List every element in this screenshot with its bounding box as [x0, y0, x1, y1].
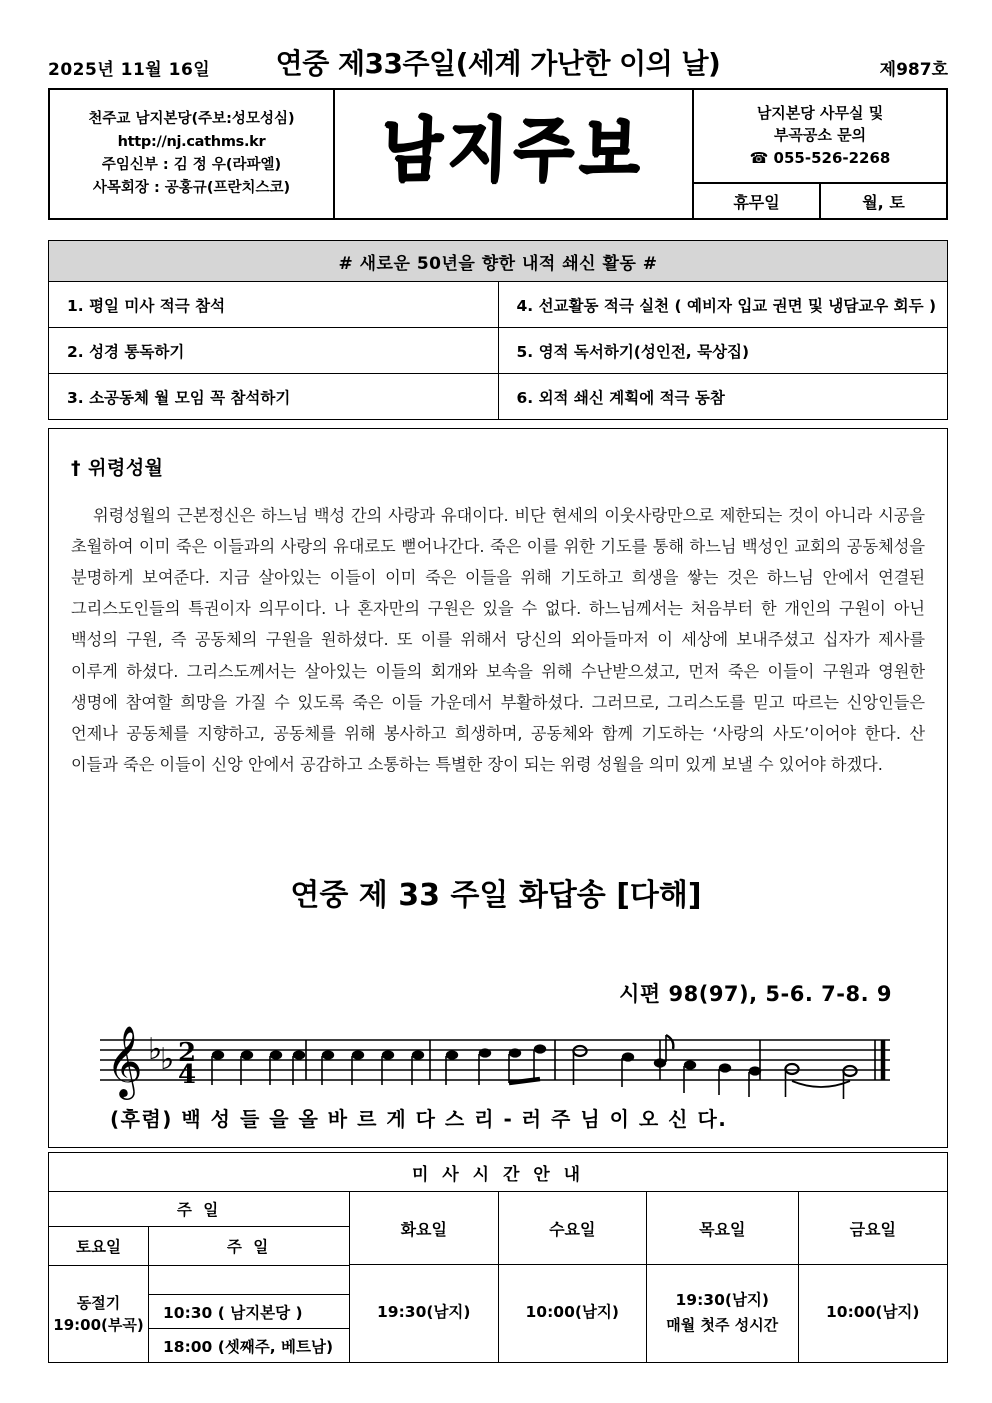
issue-number: 제987호 [879, 60, 948, 80]
activity-item-1: 1. 평일 미사 적극 참석 [49, 282, 499, 327]
saturday-season-label: 동절기 [76, 1293, 121, 1312]
office-contact-block [694, 90, 946, 218]
article-body: 위령성월의 근본정신은 하느님 백성 간의 사랑과 유대이다. 비단 현세의 이웃사랑만으로 제한되는 것이 아니라 시공을 초월하여 이미 죽은 이들과의 사랑의 유대로도 뻗어나간다. 죽은 이를 위한 기도를 통해 하느님 백성인 교회의 공동체성을 분명하게 보여준다. 지금 살아있는 이들이 이미 죽은 이들을 위해 기도하고 희생을 쌓는 것은 하느님 안에서 연결된 그리스도인들의 특권이자 의무이다. 나 혼자만의 구원은 있을 수 없다. 하느님께서는 처음부터 한 개인의 구원이 아닌 백성의 구원, 즉 공동체의 구원을 원하셨다. 또 이를 위해서 당신의 외아들마저 이 세상에 보내주셨고 십자가 제사를 이루게 하셨다. 그리스도께서는 살아있는 이들의 회개와 보속을 위해 수난받으셨고, 먼저 죽은 이들이 구원과 영원한 생명에 참여할 희망을 가질 수 있도록 죽은 이들 가운데서 부활하셨다. 그러므로, 그리스도를 믿고 따르는 신앙인들은 언제나 공동체를 지향하고, 공동체를 위해 봉사하고 희생하며, 공동체와 함께 기도하는 ‘사랑의 사도’이어야 한다. 산 이들과 죽은 이들이 신앙 안에서 공감하고 소통하는 특별한 장이 되는 위령 성월을 의미 있게 보낼 수 있어야 하겠다. [71, 506, 925, 774]
note-group-4 [573, 1046, 586, 1085]
parish-website-link[interactable]: http://nj.cathms.kr [117, 133, 266, 150]
activity-item-6: 6. 외적 쇄신 계획에 적극 동참 [516, 388, 725, 407]
thursday-note: 매월 첫주 성시간 [666, 1316, 779, 1335]
activity-item-5: 5. 영적 독서하기(성인전, 묵상집) [516, 342, 750, 361]
tuesday-label: 화요일 [350, 1192, 498, 1265]
time-signature-denominator: 4 [178, 1060, 197, 1090]
council-head-name: 사목회장 : 공홍규(프란치스코) [92, 180, 291, 197]
page-title: 연중 제33주일(세계 가난한 이의 날) [275, 47, 721, 80]
bulletin-logo-block [335, 90, 694, 218]
activity-item-2: 2. 성경 통독하기 [49, 328, 499, 373]
friday-time: 10:00(남지) [826, 1303, 920, 1322]
sunday-empty-slot [149, 1266, 349, 1295]
office-label-line2: 부곡공소 문의 [773, 126, 867, 145]
renewal-activities-table [48, 240, 948, 420]
flat-icon: ♭ [160, 1042, 175, 1077]
thursday-column [647, 1192, 799, 1362]
sunday-group-label: 주 일 [49, 1192, 349, 1227]
office-contact-info [694, 90, 946, 184]
tie-slur [792, 1081, 850, 1087]
note-group-5 [622, 1035, 761, 1097]
treble-clef-icon: 𝄞 [106, 1025, 143, 1097]
staff-lines [100, 1040, 890, 1080]
saturday-times [49, 1266, 149, 1362]
friday-label: 금요일 [799, 1192, 948, 1265]
tuesday-time: 19:30(남지) [377, 1303, 471, 1322]
mass-schedule-table [48, 1152, 948, 1363]
pastor-name: 주임신부 : 김 정 우(라파엘) [101, 157, 282, 173]
office-label-line1: 남지본당 사무실 및 [756, 103, 884, 122]
saturday-label: 토요일 [49, 1227, 149, 1265]
wednesday-time: 10:00(남지) [525, 1303, 619, 1322]
sunday-time-1: 10:30 ( 남지본당 ) [149, 1295, 349, 1329]
table-row [49, 282, 947, 328]
wednesday-column [499, 1192, 648, 1362]
sunday-times [149, 1266, 349, 1362]
parish-name: 천주교 남지본당(주보:성모성심) [88, 110, 295, 127]
closed-days-row [694, 184, 946, 218]
closed-days-value: 월, 토 [862, 192, 905, 212]
tuesday-column [350, 1192, 499, 1362]
thursday-time: 19:30(남지) [675, 1290, 769, 1309]
psalm-lyrics: (후렴) 백 성 들 을 올 바 르 게 다 스 리 - 러 주 님 이 오 신 다. [110, 1107, 728, 1131]
thursday-times [647, 1265, 798, 1361]
mass-schedule-grid [49, 1192, 947, 1362]
sunday-label: 주 일 [226, 1238, 272, 1256]
closed-days-label: 휴무일 [694, 184, 821, 218]
eighth-flag [666, 1035, 673, 1049]
psalm-title: 연중 제 33 주일 화답송 [다해] [290, 878, 702, 913]
activity-item-4: 4. 선교활동 적극 실천 ( 예비자 입교 권면 및 냉담교우 회두 ) [516, 296, 937, 315]
saturday-time: 19:00(부곡) [53, 1316, 144, 1334]
friday-column [799, 1192, 948, 1362]
publication-date: 2025년 11월 16일 [48, 60, 211, 80]
psalm-reference: 시편 98(97), 5-6. 7-8. 9 [619, 982, 892, 1006]
office-phone: ☎ 055-526-2268 [749, 148, 891, 167]
sunday-times-body [49, 1266, 349, 1362]
thursday-label: 목요일 [647, 1192, 798, 1265]
mass-schedule-header: 미 사 시 간 안 내 [49, 1153, 947, 1192]
bulletin-logo: 남지주보 [380, 109, 647, 191]
sunday-column [49, 1192, 350, 1362]
masthead [48, 88, 948, 220]
article-title: † 위령성월 [71, 457, 164, 479]
table-row [49, 374, 947, 419]
parish-info-block [50, 90, 335, 218]
note-group-6 [785, 1064, 856, 1099]
sunday-subheaders [49, 1227, 349, 1266]
top-header-line [48, 44, 948, 82]
time-signature-numerator: 2 [178, 1038, 197, 1068]
activity-item-3: 3. 소공동체 월 모임 꼭 참석하기 [49, 374, 499, 419]
activities-header: # 새로운 50년을 향한 내적 쇄신 활동 # [49, 241, 947, 282]
wednesday-label: 수요일 [499, 1192, 647, 1265]
sunday-time-2: 18:00 (셋째주, 베트남) [163, 1337, 334, 1356]
flat-icon: ♭ [148, 1032, 163, 1067]
table-row [49, 328, 947, 374]
